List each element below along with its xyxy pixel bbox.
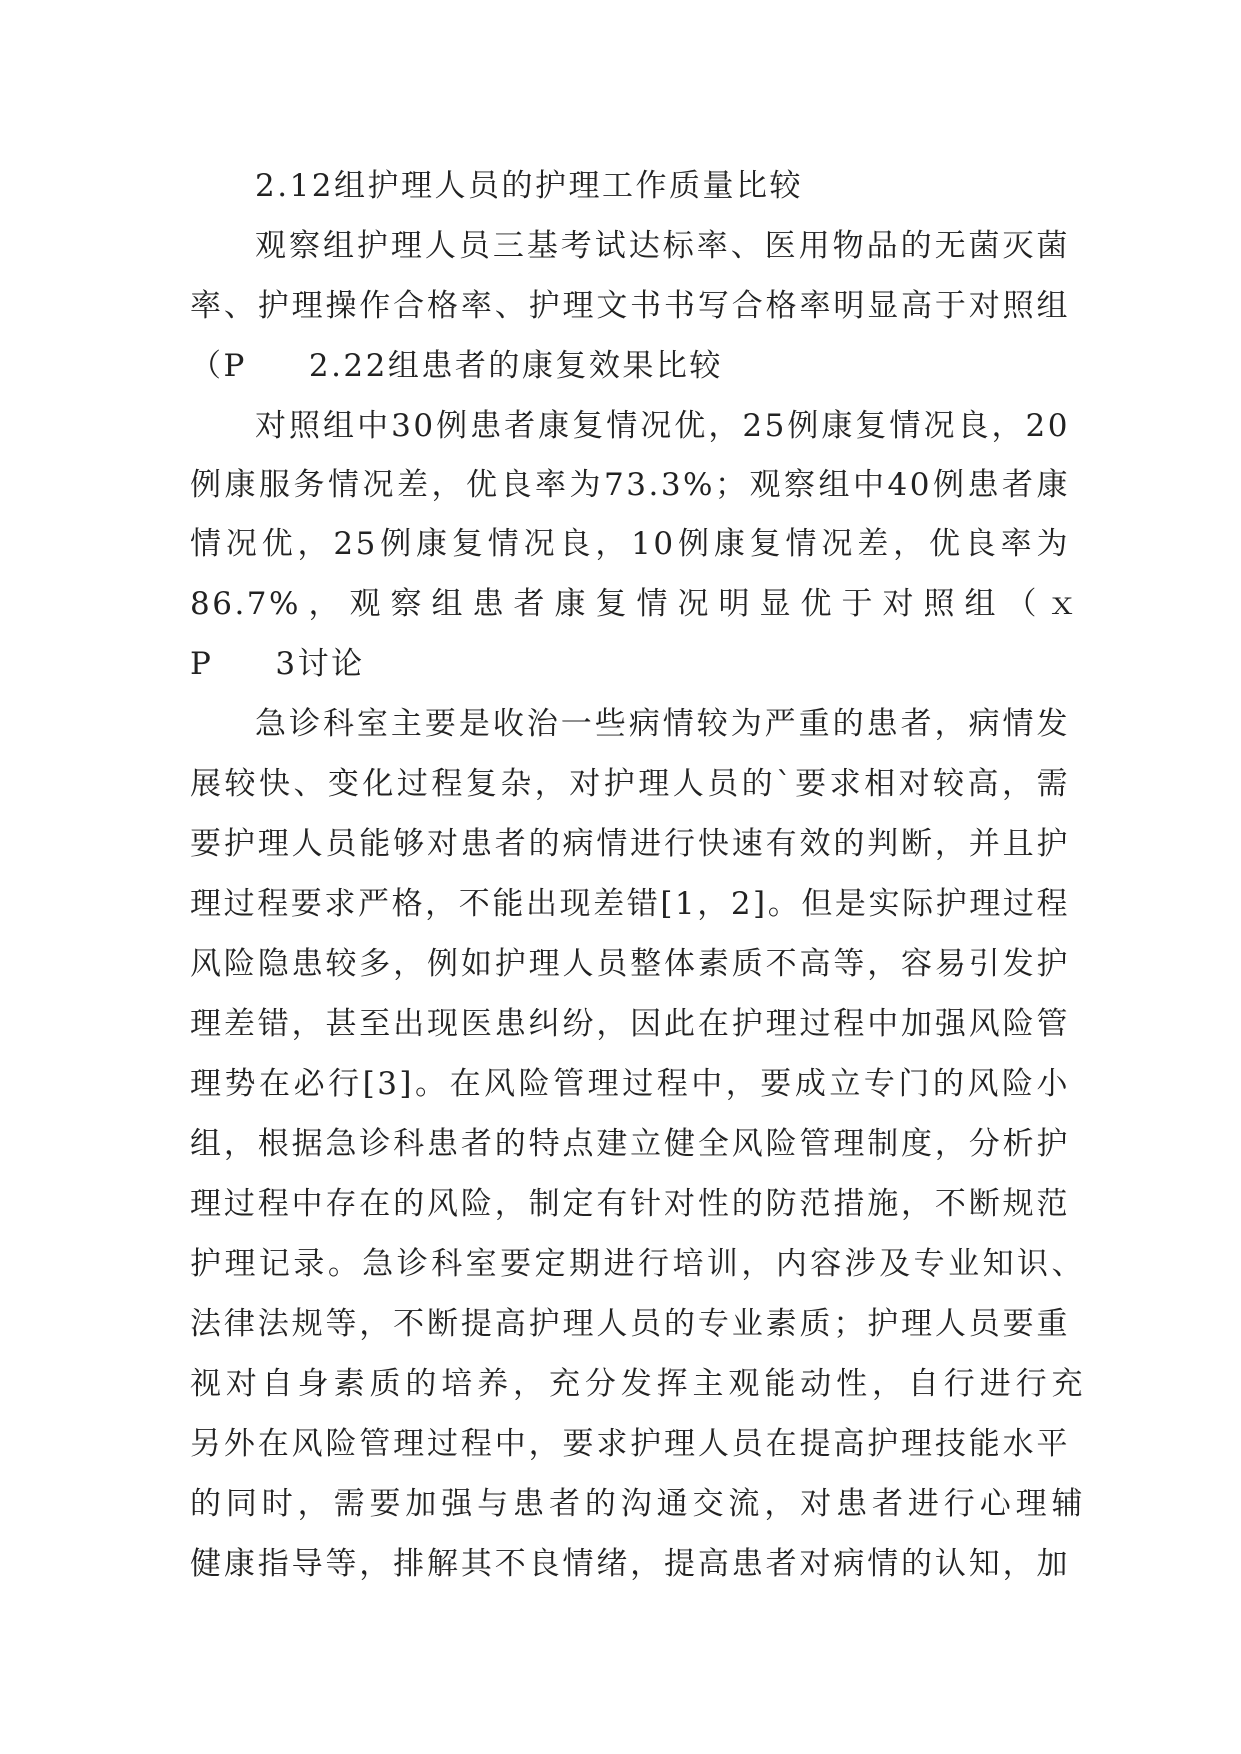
paragraph-line: 法律法规等，不断提高护理人员的专业素质；护理人员要重 bbox=[190, 1306, 1070, 1342]
paragraph-line: 理过程中存在的风险，制定有针对性的防范措施，不断规范 bbox=[190, 1186, 1070, 1222]
paragraph-line: 理过程要求严格，不能出现差错[1，2]。但是实际护理过程 bbox=[190, 886, 1070, 922]
section-heading-2-2: 2.22组患者的康复效果比较 bbox=[308, 348, 723, 384]
paragraph-line: 护理记录。急诊科室要定期进行培训，内容涉及专业知识、 bbox=[190, 1246, 1085, 1282]
paragraph-line: 展较快、变化过程复杂，对护理人员的`要求相对较高，需 bbox=[190, 766, 1070, 802]
paragraph-line: 健康指导等，排解其不良情绪，提高患者对病情的认知，加 bbox=[190, 1546, 1070, 1582]
paragraph-line: 急诊科室主要是收治一些病情较为严重的患者，病情发 bbox=[255, 706, 1070, 742]
paragraph-line: 理差错，甚至出现医患纠纷，因此在护理过程中加强风险管 bbox=[190, 1006, 1070, 1042]
paragraph-line bbox=[190, 342, 1070, 390]
section-heading-3: 3讨论 bbox=[275, 646, 365, 682]
paragraph-line: 的同时，需要加强与患者的沟通交流，对患者进行心理辅 bbox=[190, 1486, 1085, 1522]
paragraph-line: 另外在风险管理过程中，要求护理人员在提高护理技能水平 bbox=[190, 1426, 1070, 1462]
paragraph-line: 要护理人员能够对患者的病情进行快速有效的判断，并且护 bbox=[190, 826, 1070, 862]
paragraph-line: 风险隐患较多，例如护理人员整体素质不高等，容易引发护 bbox=[190, 946, 1070, 982]
paragraph-line bbox=[190, 640, 1070, 688]
paragraph-line: 观察组护理人员三基考试达标率、医用物品的无菌灭菌 bbox=[255, 228, 1070, 264]
paragraph-fragment: （P bbox=[190, 348, 247, 384]
paragraph-line: 86.7%，观察组患者康复情况明显优于对照组（ｘ bbox=[190, 586, 1080, 622]
paragraph-line: 组，根据急诊科患者的特点建立健全风险管理制度，分析护 bbox=[190, 1126, 1070, 1162]
paragraph-fragment: P bbox=[190, 646, 214, 682]
paragraph-line: 理势在必行[3]。在风险管理过程中，要成立专门的风险小 bbox=[190, 1066, 1070, 1102]
paragraph-line: 率、护理操作合格率、护理文书书写合格率明显高于对照组 bbox=[190, 288, 1070, 324]
paragraph-line: 对照组中30例患者康复情况优，25例康复情况良，20 bbox=[255, 408, 1070, 444]
paragraph-line: 例康服务情况差，优良率为73.3%；观察组中40例患者康 bbox=[190, 467, 1070, 503]
paragraph-line: 情况优，25例康复情况良，10例康复情况差，优良率为 bbox=[190, 526, 1070, 562]
paragraph-line: 视对自身素质的培养，充分发挥主观能动性，自行进行充 bbox=[190, 1366, 1085, 1402]
section-heading-2-1: 2.12组护理人员的护理工作质量比较 bbox=[255, 168, 804, 204]
